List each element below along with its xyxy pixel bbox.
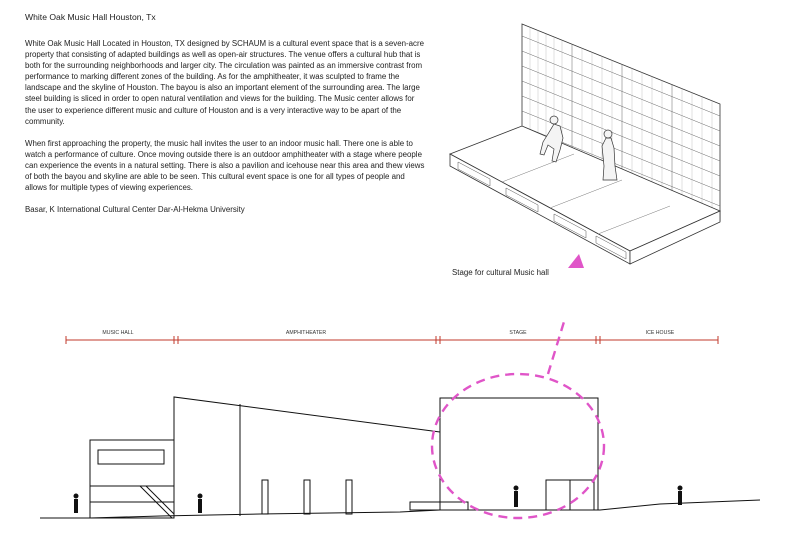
stage-caption: Stage for cultural Music hall (452, 268, 549, 277)
highlight-arrow-head (568, 254, 584, 268)
zone-label-music-hall: MUSIC HALL (102, 330, 134, 336)
paragraph-intro: White Oak Music Hall Located in Houston, TX designed by SCHAUM is a cultural event space that is a seven-acre property that consisting of adapted buildings as well as open-air structures. The venue offers a cultural hub that is both for the surrounding neighborhoods and larger city. The circulation was painted as an immersive contrast from performance to marking different zones of the building. As for the amphitheater, it was sculpted to frame the landscape and the skyline of Houston. The bayou is also an important element of the surrounding area. The large steel building is sliced in order to open natural ventilation and views for the building. The Music center allows for the user to experience different music and culture of Houston and is a very interactive way to be apart of the community. (25, 39, 424, 126)
paragraph-approach: When first approaching the property, the music hall invites the user to an indoor music hall. There one is able to watch a performance of culture. Once moving outside there is an outdoor amphitheater with a stage where people can experience the events in a natural setting. There is also a pavilion and icehouse near this area and thew views of both the bayou and skyline are able to be seen. This cultural event space is one for all types of people and allows for multiple types of viewing experiences. (25, 138, 425, 193)
zone-label-stage: STAGE (509, 330, 527, 336)
zone-label-amphitheater: AMPHITHEATER (285, 330, 327, 336)
zone-label-ice-house: ICE HOUSE (645, 330, 675, 336)
citation: Basar, K International Cultural Center Dar-Al-Hekma University (25, 205, 245, 215)
document-title: White Oak Music Hall Houston, Tx (25, 12, 156, 22)
